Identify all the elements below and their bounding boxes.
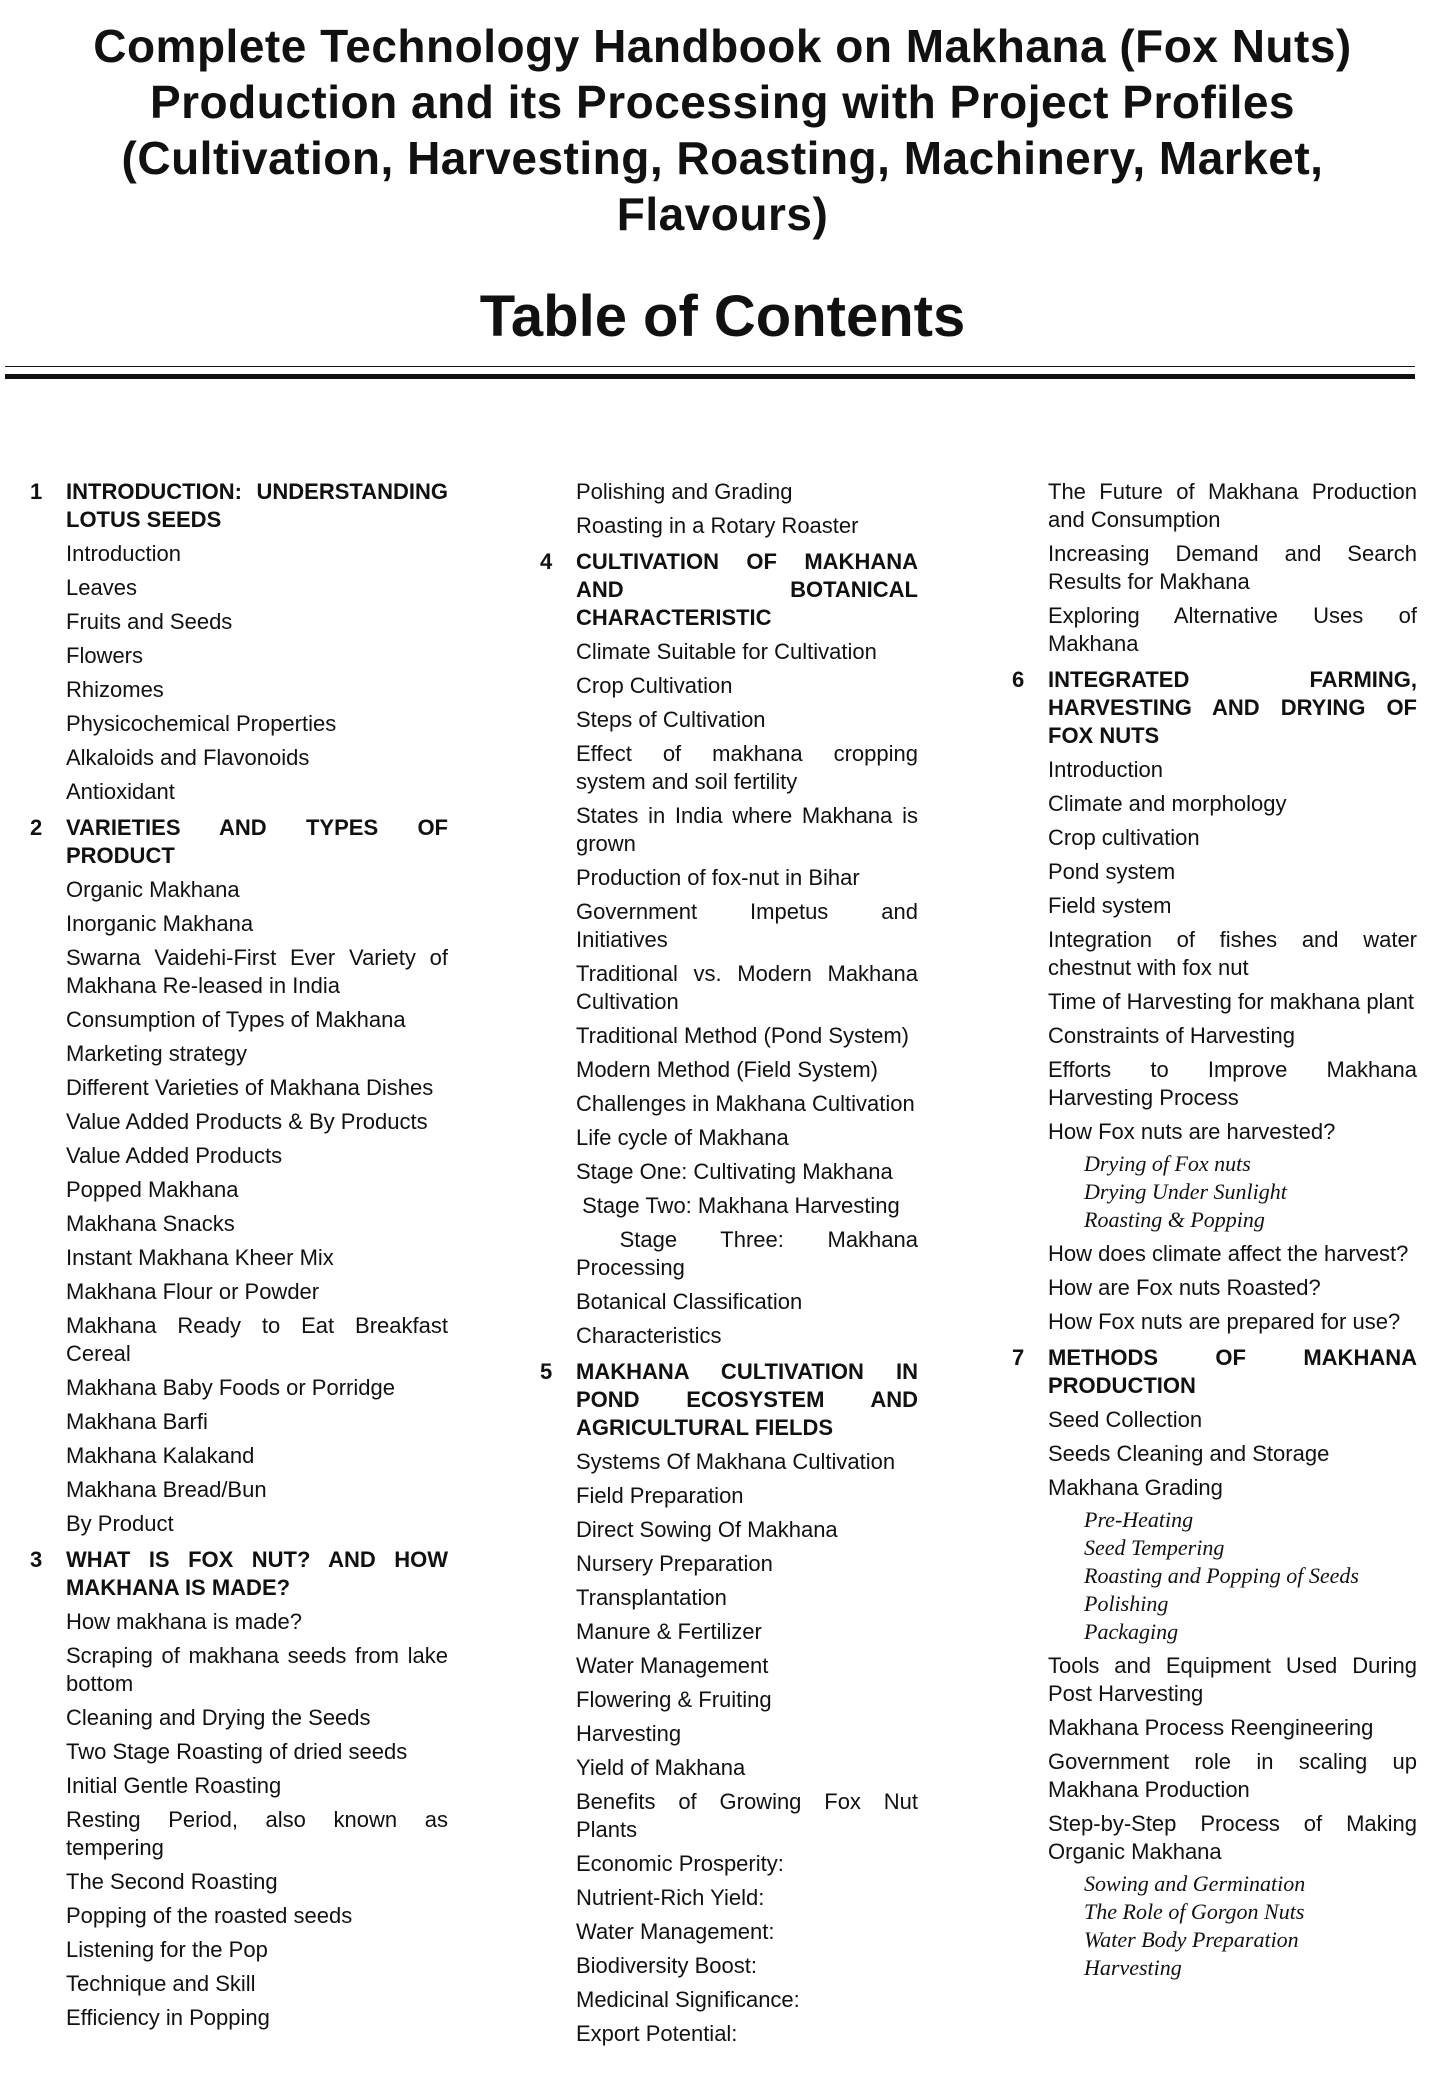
section-number: 6 [1012,667,1025,692]
toc-entry: Flowering & Fruiting [576,1687,772,1712]
toc-entry: Popping of the roasted seeds [66,1903,353,1928]
toc-entry: Water Management: [576,1919,775,1944]
toc-entry: How are Fox nuts Roasted? [1048,1275,1321,1300]
toc-entry: Makhana Baby Foods or Porridge [66,1375,395,1400]
toc-entry: Biodiversity Boost: [576,1953,757,1978]
toc-entry: Different Varieties of Makhana Dishes [66,1075,434,1100]
toc-entry: Medicinal Significance: [576,1987,800,2012]
section-title: CULTIVATION OF MAKHANA AND BOTANICAL CHARACTERISTIC [576,549,918,630]
toc-entry: Harvesting [576,1721,682,1746]
toc-entry: Makhana Barfi [66,1409,208,1434]
toc-entry: Crop Cultivation [576,673,733,698]
section-title: METHODS OF MAKHANA PRODUCTION [1048,1345,1417,1398]
toc-entry: Makhana Grading [1048,1475,1223,1500]
section-body [576,478,918,540]
section-number: 2 [30,815,43,840]
toc-entry: Introduction [66,541,181,566]
toc-entry: Makhana Flour or Powder [66,1279,320,1304]
toc-entry: Production of fox-nut in Bihar [576,865,860,890]
section-body [1048,1344,1417,1982]
toc-entry: How Fox nuts are prepared for use? [1048,1309,1401,1334]
toc-entry: Makhana Ready to Eat Breakfast Cereal [66,1313,448,1366]
toc-entry: Benefits of Growing Fox Nut Plants [576,1789,918,1842]
toc-entry: Nursery Preparation [576,1551,773,1576]
toc-entry: How does climate affect the harvest? [1048,1241,1409,1266]
section-number: 4 [540,549,553,574]
toc-entry: Resting Period, also known as tempering [66,1807,448,1860]
toc-entry: Introduction [1048,757,1163,782]
toc-entry: How makhana is made? [66,1609,303,1634]
section-number: 3 [30,1547,43,1572]
section-title: WHAT IS FOX NUT? AND HOW MAKHANA IS MADE? [66,1547,448,1600]
toc-entry: Value Added Products & By Products [66,1109,428,1134]
toc-entry: Economic Prosperity: [576,1851,784,1876]
toc-entry: Manure & Fertilizer [576,1619,762,1644]
toc-subentry: Drying Under Sunlight [1084,1179,1287,1204]
toc-entry: The Second Roasting [66,1869,278,1894]
toc-entry: Scraping of makhana seeds from lake bottom [66,1643,448,1696]
toc-entry: How Fox nuts are harvested? [1048,1119,1336,1144]
toc-entry: States in India where Makhana is grown [576,803,918,856]
header-rule-thin [5,366,1415,367]
toc-subentry: Seed Tempering [1084,1535,1225,1560]
toc-entry: Climate and morphology [1048,791,1287,816]
section-title: VARIETIES AND TYPES OF PRODUCT [66,815,448,868]
toc-entry: Life cycle of Makhana [576,1125,789,1150]
toc-entry: Instant Makhana Kheer Mix [66,1245,334,1270]
toc-entry: Systems Of Makhana Cultivation [576,1449,896,1474]
toc-entry: Traditional Method (Pond System) [576,1023,909,1048]
section-number [540,478,576,540]
toc-entry: Fruits and Seeds [66,609,233,634]
toc-entry: Water Management [576,1653,769,1678]
toc-subentry: Polishing [1084,1591,1169,1616]
toc-entry: Tools and Equipment Used During Post Harvesting [1048,1653,1417,1706]
header-rule-thick [5,374,1415,379]
section-body [66,814,448,1538]
toc-entry: Value Added Products [66,1143,283,1168]
toc-entry: Technique and Skill [66,1971,256,1996]
toc-entry: Makhana Kalakand [66,1443,255,1468]
toc-entry: Direct Sowing Of Makhana [576,1517,838,1542]
toc-entry: Flowers [66,643,144,668]
toc-section [540,478,918,540]
toc-entry: Efforts to Improve Makhana Harvesting Process [1048,1057,1417,1110]
toc-entry: Alkaloids and Flavonoids [66,745,310,770]
toc-entry: Roasting in a Rotary Roaster [576,513,859,538]
toc-entry: By Product [66,1511,174,1536]
toc-entry: Yield of Makhana [576,1755,746,1780]
section-body [576,1358,918,2048]
toc-subentry: Sowing and Germination [1084,1871,1306,1896]
toc-subentry: Drying of Fox nuts [1084,1151,1251,1176]
toc-entry: Polishing and Grading [576,479,793,504]
toc-section [1012,666,1417,1336]
toc-entry: Antioxidant [66,779,175,804]
toc-entry: Step-by-Step Process of Making Organic Makhana [1048,1811,1417,1864]
toc-entry: Increasing Demand and Search Results for Makhana [1048,541,1417,594]
toc-entry: Export Potential: [576,2021,738,2046]
section-body [1048,666,1417,1336]
section-body [1048,478,1417,658]
toc-entry: Pond system [1048,859,1176,884]
toc-subentry: Water Body Preparation [1084,1927,1299,1952]
toc-subentry: The Role of Gorgon Nuts [1084,1899,1305,1924]
toc-section [1012,478,1417,658]
section-body [66,1546,448,2032]
toc-entry: Integration of fishes and water chestnut with fox nut [1048,927,1417,980]
toc-section [30,1546,448,2032]
toc-entry: Challenges in Makhana Cultivation [576,1091,915,1116]
toc-entry: Organic Makhana [66,877,240,902]
section-body [66,478,448,806]
toc-entry: Transplantation [576,1585,727,1610]
toc-entry: Leaves [66,575,137,600]
toc-entry: Stage Two: Makhana Harvesting [576,1193,900,1218]
toc-entry: Swarna Vaidehi-First Ever Variety of Makhana Re-leased in India [66,945,448,998]
toc-entry: Makhana Process Reengineering [1048,1715,1374,1740]
toc-entry: The Future of Makhana Production and Consumption [1048,479,1417,532]
toc-entry: Time of Harvesting for makhana plant [1048,989,1415,1014]
toc-entry: Popped Makhana [66,1177,239,1202]
toc-heading: Table of Contents [479,284,966,349]
toc-subentry: Packaging [1084,1619,1179,1644]
toc-subentry: Roasting & Popping [1084,1207,1265,1232]
toc-entry: Two Stage Roasting of dried seeds [66,1739,408,1764]
toc-entry: Exploring Alternative Uses of Makhana [1048,603,1417,656]
toc-column-2 [540,478,925,2048]
toc-entry: Rhizomes [66,677,164,702]
toc-entry: Efficiency in Popping [66,2005,270,2030]
toc-column-1 [30,478,448,2032]
toc-entry: Field Preparation [576,1483,744,1508]
toc-entry: Inorganic Makhana [66,911,254,936]
section-title: MAKHANA CULTIVATION IN POND ECOSYSTEM AND AGRICULTURAL FIELDS [576,1359,918,1440]
toc-subentry: Roasting and Popping of Seeds [1084,1563,1359,1588]
toc-entry: Steps of Cultivation [576,707,766,732]
section-body [576,548,925,1350]
section-number: 7 [1012,1345,1025,1370]
toc-entry: Field system [1048,893,1172,918]
section-number [1012,478,1048,658]
toc-entry: Seeds Cleaning and Storage [1048,1441,1330,1466]
toc-entry: Seed Collection [1048,1407,1203,1432]
toc-section [30,478,448,806]
toc-entry: Makhana Bread/Bun [66,1477,267,1502]
toc-entry: Crop cultivation [1048,825,1200,850]
toc-subentry: Harvesting [1084,1955,1182,1980]
toc-entry: Government role in scaling up Makhana Production [1048,1749,1417,1802]
toc-entry: Traditional vs. Modern Makhana Cultivation [576,961,918,1014]
toc-entry: Botanical Classification [576,1289,803,1314]
toc-column-3 [1012,478,1417,1982]
toc-section [1012,1344,1417,1982]
section-number: 5 [540,1359,553,1384]
toc-entry: Makhana Snacks [66,1211,235,1236]
toc-entry: Nutrient-Rich Yield: [576,1885,765,1910]
section-title: INTEGRATED FARMING, HARVESTING AND DRYING OF FOX NUTS [1048,667,1417,748]
toc-section [540,1358,918,2048]
toc-subentry: Pre-Heating [1084,1507,1194,1532]
toc-section [30,814,448,1538]
book-title: Complete Technology Handbook on Makhana (Fox Nuts) Production and its Processing with Project Profiles (Cultivation, Harvesting, Roasting, Machinery, Market, Flavours) [93,20,1352,240]
toc-entry: Constraints of Harvesting [1048,1023,1295,1048]
toc-section [540,548,925,1350]
toc-entry: Consumption of Types of Makhana [66,1007,406,1032]
toc-entry: Stage Three: Makhana Processing [576,1227,925,1280]
toc-entry: Initial Gentle Roasting [66,1773,282,1798]
toc-entry: Marketing strategy [66,1041,247,1066]
toc-entry: Modern Method (Field System) [576,1057,878,1082]
toc-entry: Effect of makhana cropping system and soil fertility [576,741,918,794]
toc-entry: Stage One: Cultivating Makhana [576,1159,893,1184]
section-title: INTRODUCTION: UNDERSTANDING LOTUS SEEDS [66,479,448,532]
toc-entry: Climate Suitable for Cultivation [576,639,877,664]
section-number: 1 [30,479,43,504]
toc-entry: Government Impetus and Initiatives [576,899,918,952]
toc-entry: Cleaning and Drying the Seeds [66,1705,371,1730]
toc-entry: Characteristics [576,1323,722,1348]
toc-entry: Listening for the Pop [66,1937,268,1962]
toc-entry: Physicochemical Properties [66,711,337,736]
